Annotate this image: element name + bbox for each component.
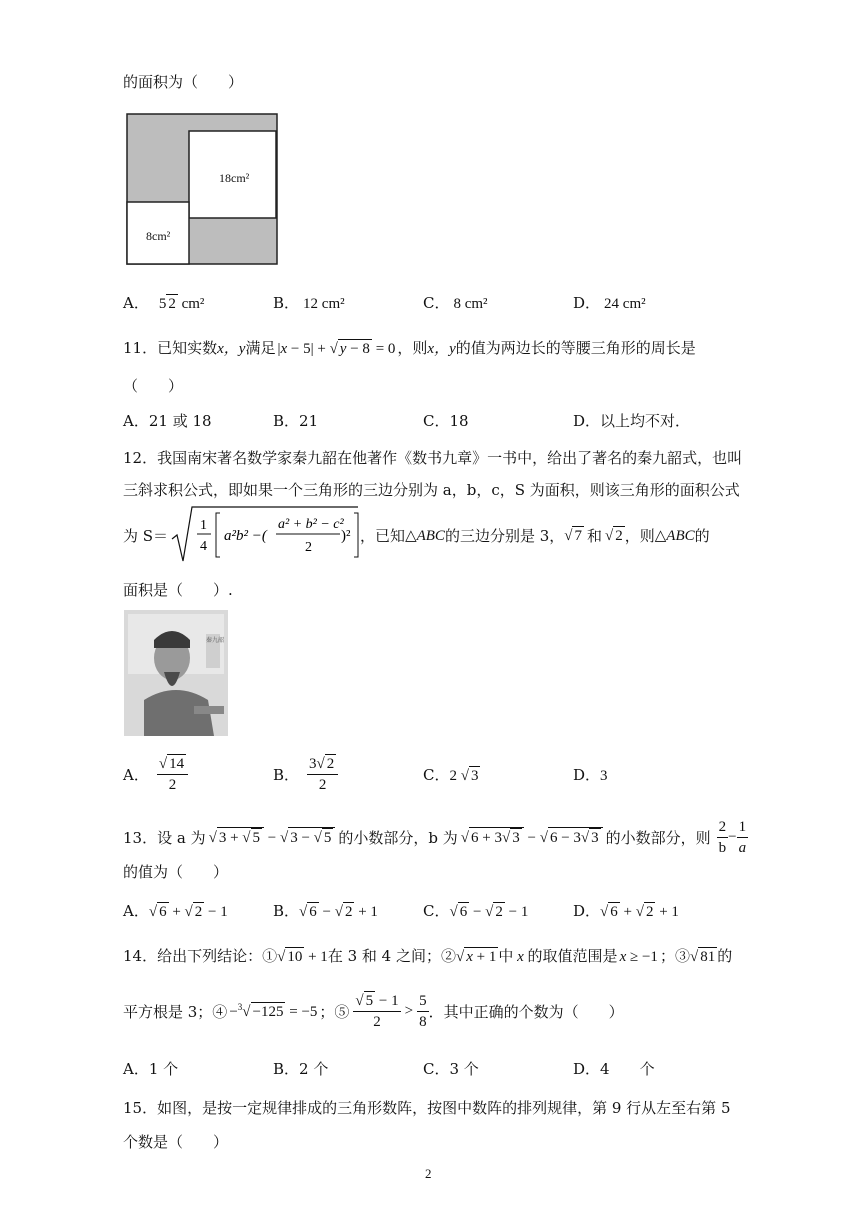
q15-line1: 15．如图，是按一定规律排成的三角形数阵，按图中数阵的排列规律，第 9 行从左至右第 5: [123, 1099, 731, 1117]
q14-option-d: D．4 个: [573, 1060, 655, 1078]
q11-option-b: B．21: [273, 412, 319, 430]
q12-line1: 12．我国南宋著名数学家秦九韶在他著作《数书九章》一书中，给出了著名的秦九韶式，也叫: [123, 449, 743, 467]
q13-option-d: D．√ 6 + √ 2 + 1: [573, 902, 679, 920]
small-square-label: 8cm²: [146, 229, 171, 243]
q12-option-c: C．2 √ 3: [423, 766, 479, 784]
q13-option-b: B．√ 6 − √ 2 + 1: [273, 902, 378, 920]
q12-option-b: B． $\frac{3√ 2}{2}$: [273, 754, 338, 795]
svg-text:a²b² −(: a²b² −(: [224, 528, 267, 544]
q13-option-a: A．√ 6 + √ 2 − 1: [123, 902, 228, 920]
svg-text:2: 2: [305, 540, 313, 555]
q12-option-a: A． $\frac{√ 14}{2}$: [123, 754, 188, 795]
q11-option-c: C．18: [423, 412, 469, 430]
q14-line2: 平方根是 3；④ −$^3$√ −125 = −5 ；⑤ $\frac{√ 5 - 1}{2}$ > $\frac{5}{8}$ ．其中正确的个数为（ ）: [123, 992, 624, 1030]
q12-line4: 面积是（ ）.: [123, 581, 233, 599]
q14-option-b: B．2 个: [273, 1060, 329, 1078]
q15-line2: 个数是（ ）: [123, 1133, 229, 1151]
q12-line3: 为 S＝ 1 4 a²b² −( a² + b² − c² 2 )² ，已知 △ABC 的三边分别是 3， √ 7 和 √ 2 ，则 △ABC 的: [123, 505, 710, 565]
heron-formula: [170, 505, 360, 565]
q14-option-c: C．3 个: [423, 1060, 479, 1078]
q10-option-b: B． 12 cm²: [273, 294, 345, 312]
q13-line1: 13． 设 a 为 √ 3 + √ 5 − √ 3 − √ 5 的小数部分，b 为 √ 6 + 3√ 3 − √ 6 − 3√ 3 的小数部分，则 $\frac{2}{b}$ − $\frac{1}{a}$: [123, 818, 747, 856]
svg-text:)²: )²: [341, 528, 351, 544]
q11-text: 11．已知实数x，y满足 |x − 5| + √ y − 8 = 0 ，则x，y的值为两边长的等腰三角形的周长是: [123, 339, 696, 357]
big-square-label: 18cm²: [219, 171, 250, 185]
q13-option-c: C．√ 6 − √ 2 − 1: [423, 902, 529, 920]
q10-tail: 的面积为（ ）: [123, 73, 244, 91]
page-number: 2: [425, 1166, 432, 1181]
svg-text:a² + b² − c²: a² + b² − c²: [278, 517, 344, 532]
q14-option-a: A．1 个: [123, 1060, 179, 1078]
q10-option-d: D． 24 cm²: [573, 294, 646, 312]
q11-paren: （ ）: [123, 377, 184, 395]
q10-option-c: C． 8 cm²: [423, 294, 488, 312]
q10-option-a: A． 5 2 cm²: [123, 294, 205, 312]
portrait-image: [124, 610, 228, 736]
svg-text:1: 1: [200, 518, 208, 533]
portrait-caption: 秦九韶: [206, 637, 225, 644]
svg-text:4: 4: [200, 539, 208, 554]
q13-line2: 的值为（ ）: [123, 863, 229, 881]
q12-line2: 三斜求积公式，即如果一个三角形的三边分别为 a，b，c，S 为面积，则该三角形的面积公式: [123, 481, 740, 499]
q11-option-a: A．21 或 18: [123, 412, 212, 430]
q11-option-d: D．以上均不对．: [573, 412, 691, 430]
q14-line1: 14．给出下列结论：①√ 10 + 1在 3 和 4 之间；②√ x + 1 中 x 的取值范围是 x ≥ −1 ；③√ 81 的: [123, 947, 733, 965]
q12-option-d: D．3: [573, 766, 608, 784]
